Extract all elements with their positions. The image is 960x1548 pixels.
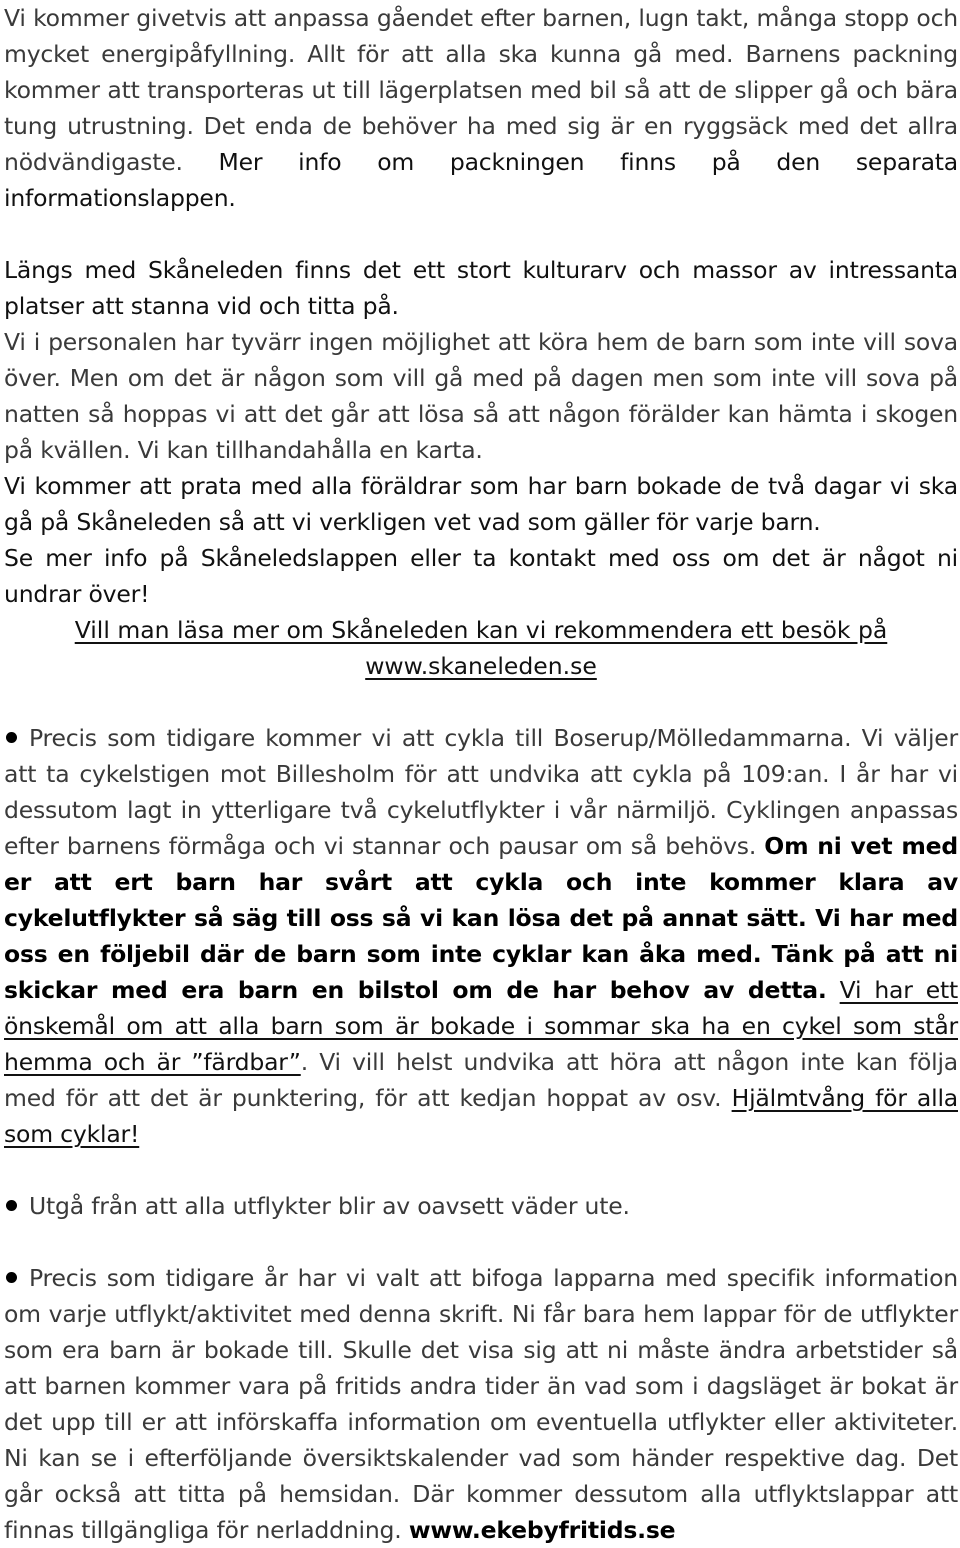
ekebyfritids-link[interactable]: www.ekebyfritids.se [408,1516,676,1544]
bullet-dot-icon [6,1272,17,1283]
staff-paragraph: Vi i personalen har tyvärr ingen möjlighet att köra hem de barn som inte vill sova över. Men om det är någon som vill gå med på dagen men som inte vill sova på natten så hoppas vi att det går att lösa så att någon förälder kan hämta i skogen på kvällen. Vi kan tillhandahålla en karta. [4,328,958,464]
helmet-rule-text: Hjälmtvång för alla som cyklar! [4,1084,958,1148]
recommend-text: Vill man läsa mer om Skåneleden kan vi rekommendera ett besök på [74,616,888,644]
slips-bullet-item [4,1260,958,1548]
document-page [4,0,958,1548]
cycling-text-1: Precis som tidigare kommer vi att cykla till Boserup/Mölledammarna. Vi väljer att ta cykelstigen mot Billesholm för att undvika att cykla på 109:an. I år har vi dessutom lagt in ytterligare två cykelutflykter i vår närmiljö. Cyklingen anpassas efter barnens förmåga och vi stannar och pausar om så behövs. [4,724,958,860]
intro-tail-text: Mer info om packningen finns på den separata informationslappen. [4,148,958,212]
parents-paragraph: Vi kommer att prata med alla föräldrar som har barn bokade de två dagar vi ska gå på Skåneleden så att vi verkligen vet vad som gäller för varje barn. [4,472,958,536]
slips-text: Precis som tidigare år har vi valt att bifoga lapparna med specifik information om varje utflykt/aktivitet med denna skrift. Ni får bara hem lappar för de utflykter som era barn är bokade till. Skulle det visa sig att ni måste ändra arbetstider så att barnen kommer vara på fritids andra tider än vad som i dagsläget är bokat är det upp till er att införskaffa information om eventuella utflykter eller aktiviteter. Ni kan se i efterföljande översiktskalender vad som händer respektive dag. Det går också att titta på hemsidan. Där kommer dessutom alla utflyktslappar att finnas tillgängliga för nerladdning. [4,1264,958,1544]
cycling-text-bold: Om ni vet med er att ert barn har svårt att cykla och inte kommer klara av cykelutflykter så säg till oss så vi kan lösa det på annat sätt. Vi har med oss en följebil där de barn som inte cyklar kan åka med. Tänk på att ni skickar med era barn en bilstol om de har behov av detta. [4,832,958,1004]
intro-text: Vi kommer givetvis att anpassa gåendet efter barnen, lugn takt, många stopp och mycket energipåfyllning. Allt för att alla ska kunna gå med. Barnens packning kommer att transporteras ut till lägerplatsen med bil så att de slipper gå och bära tung utrustning. Det enda de behöver ha med sig är en ryggsäck med det allra nödvändigaste. [4,4,958,176]
spacer [4,1152,958,1188]
bullet-dot-icon [6,1200,17,1211]
cycling-bullet-item [4,720,958,1152]
recommend-link-line [4,648,958,684]
spacer [4,216,958,252]
more-info-paragraph: Se mer info på Skåneledslappen eller ta kontakt med oss om det är något ni undrar över! [4,544,958,608]
spacer [4,1224,958,1260]
bullet-dot-icon [6,732,17,743]
cycling-text-4: . Vi vill helst undvika att höra att någon inte kan följa med för att det är punktering, för att kedjan hoppat av osv. [4,1048,958,1112]
spacer [4,684,958,720]
weather-text: Utgå från att alla utflykter blir av oavsett väder ute. [29,1192,630,1220]
weather-bullet-item [4,1188,958,1224]
intro-paragraph [4,0,958,216]
recommend-line [4,612,958,648]
cycling-text-underlined: Vi har ett önskemål om att alla barn som är bokade i sommar ska ha en cykel som står hemma och är ”färdbar” [4,976,958,1076]
skaneleden-link[interactable]: www.skaneleden.se [365,652,597,680]
culture-paragraph: Längs med Skåneleden finns det ett stort kulturarv och massor av intressanta platser att stanna vid och titta på. [4,256,958,320]
